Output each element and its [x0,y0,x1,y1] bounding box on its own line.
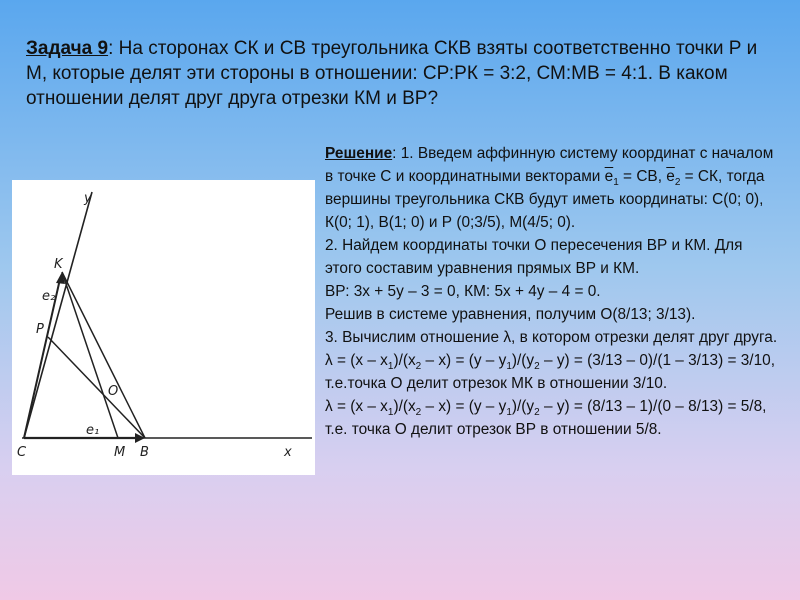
side-KB [62,272,145,438]
vector-e2-index: 2 [674,177,681,189]
geometry-figure [12,180,315,475]
solution-text [325,142,783,441]
segment-KM [62,272,118,438]
step1-text-c: = СК, тогда вершины треугольника СКВ будут иметь координаты: С(0; 0), К(0; 1), В(1; 0) и Р (0;3/5), М(4/5; 0). [325,168,765,231]
line-equations: ВР: 3х + 5у – 3 = 0, КМ: 5х + 4у – 4 = 0. [325,283,601,300]
solution-step-3: 3. Вычислим отношение λ, в котором отрезки делят друг друга. [325,329,778,346]
task-label: Задача 9 [26,38,109,59]
ratio-formula-2: $\lambda = (х - х_1)/(х_2 - х) = (у - у_1)/(у_2 - у) = (8/13 - 1)/(0 - 8/13) = 5/8$, т.е. точка О делит отрезок ВР в отношении 5/8. [325,398,767,438]
step1-text-b: = СВ, [618,168,667,185]
label-K: K [54,257,63,272]
step1-text-a: : 1. Введем аффинную систему координат с началом в точке С и координатными векторами [325,145,774,185]
label-P: P [36,322,44,337]
label-C: C [17,445,27,460]
solution-step-1 [325,142,783,234]
ratio-formula-1: $\lambda = (х - х_1)/(х_2 - х) = (у - у_1)/(у_2 - у) = (3/13 - 0)/(1 - 3/13) = 3/10$, т.е.точка О делит отрезок МК в отношении 3/10. [325,352,775,392]
intersection-result: Решив в системе уравнения, получим О(8/13; 3/13). [325,306,696,323]
label-e2: e₂ [42,289,56,304]
vector-e1-index: 1 [613,177,619,189]
label-x: x [284,445,292,460]
vector-e1-symbol: $\overline{e}$ [604,168,614,185]
label-B: B [140,445,149,460]
label-M: M [114,445,126,460]
solution-step-2: 2. Найдем координаты точки О пересечения ВР и КМ. Для этого составим уравнения прямых ВР и КМ. [325,237,743,277]
y-axis [24,192,92,438]
vector-e2-symbol: $\overline{e}$ [666,168,675,185]
task-statement [26,36,776,111]
label-y: y [84,191,92,206]
task-text: : На сторонах СК и СВ треугольника СКВ взяты соответственно точки Р и М, которые делят эти стороны в отношении: СР:РК = 3:2, СМ:МВ = 4:1. В каком отношении делят друг друга отрезки КМ и ВР? [26,38,758,109]
label-e1: e₁ [86,423,100,438]
label-O: O [108,384,119,399]
solution-head: Решение [325,145,393,162]
triangle-diagram [12,180,315,475]
